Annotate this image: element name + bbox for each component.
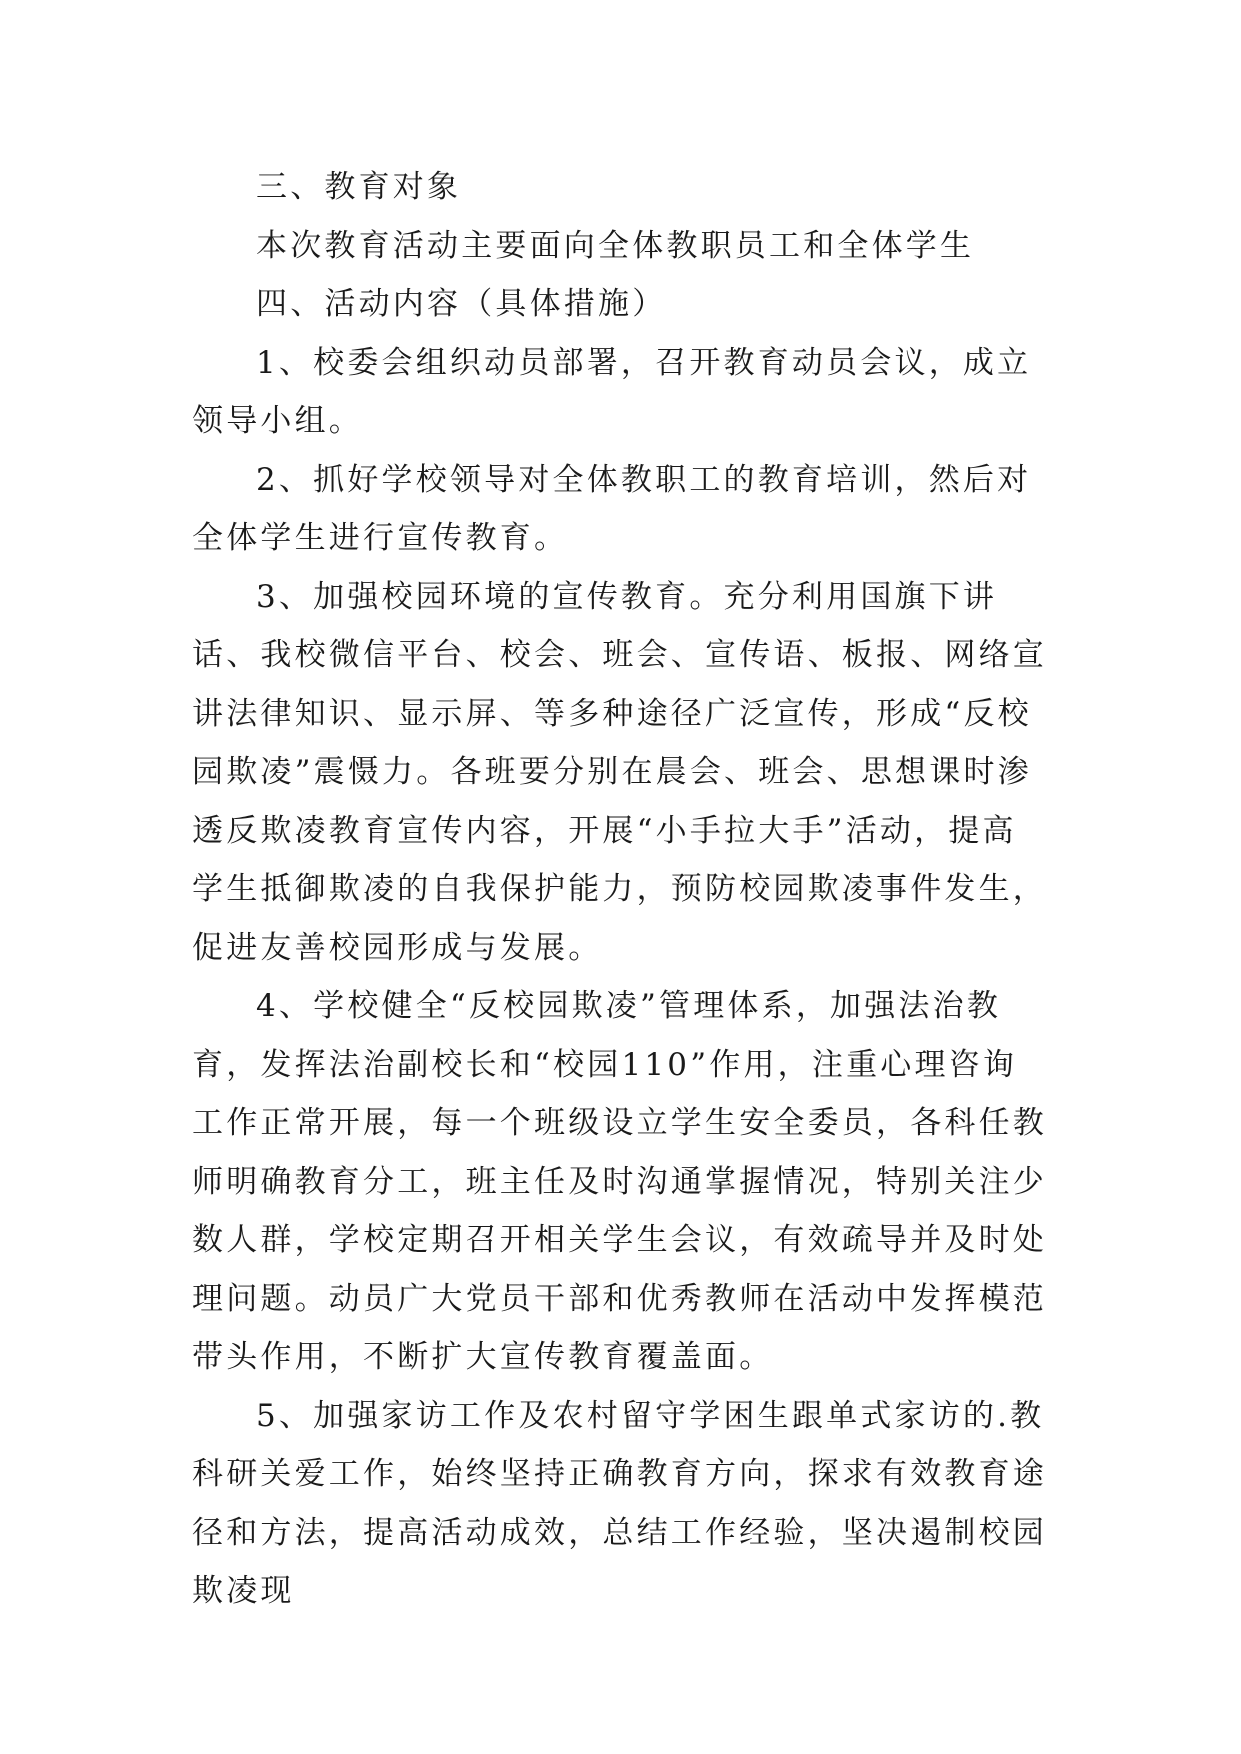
activity-item-1: 1、校委会组织动员部署，召开教育动员会议，成立领导小组。 (192, 344, 1032, 439)
activity-item-3: 3、加强校园环境的宣传教育。充分利用国旗下讲话、我校微信平台、校会、班会、宣传语、板报、网络宣讲法律知识、显示屏、等多种途径广泛宣传，形成“反校园欺凌”震慑力。各班要分别在晨会、班会、思想课时渗透反欺凌教育宣传内容，开展“小手拉大手”活动，提高学生抵御欺凌的自我保护能力，预防校园欺凌事件发生，促进友善校园形成与发展。 (192, 578, 1047, 966)
document-body (192, 158, 1050, 1621)
activity-item-2: 2、抓好学校领导对全体教职工的教育培训，然后对全体学生进行宣传教育。 (192, 461, 1032, 556)
education-target-text: 本次教育活动主要面向全体教职员工和全体学生 (256, 227, 975, 264)
activity-item-4: 4、学校健全“反校园欺凌”管理体系，加强法治教育，发挥法治副校长和“校园110”作用，注重心理咨询工作正常开展，每一个班级设立学生安全委员，各科任教师明确教育分工，班主任及时沟通掌握情况，特别关注少数人群，学校定期召开相关学生会议，有效疏导并及时处理问题。动员广大党员干部和优秀教师在活动中发挥模范带头作用，不断扩大宣传教育覆盖面。 (192, 988, 1047, 1375)
activity-item-5: 5、加强家访工作及农村留守学困生跟单式家访的.教科研关爱工作，始终坚持正确教育方向，探求有效教育途径和方法，提高活动成效，总结工作经验，坚决遏制校园欺凌现 (192, 1397, 1047, 1609)
section-heading-activity-content: 四、活动内容（具体措施） (256, 286, 667, 322)
section-heading-education-target: 三、教育对象 (256, 169, 462, 205)
